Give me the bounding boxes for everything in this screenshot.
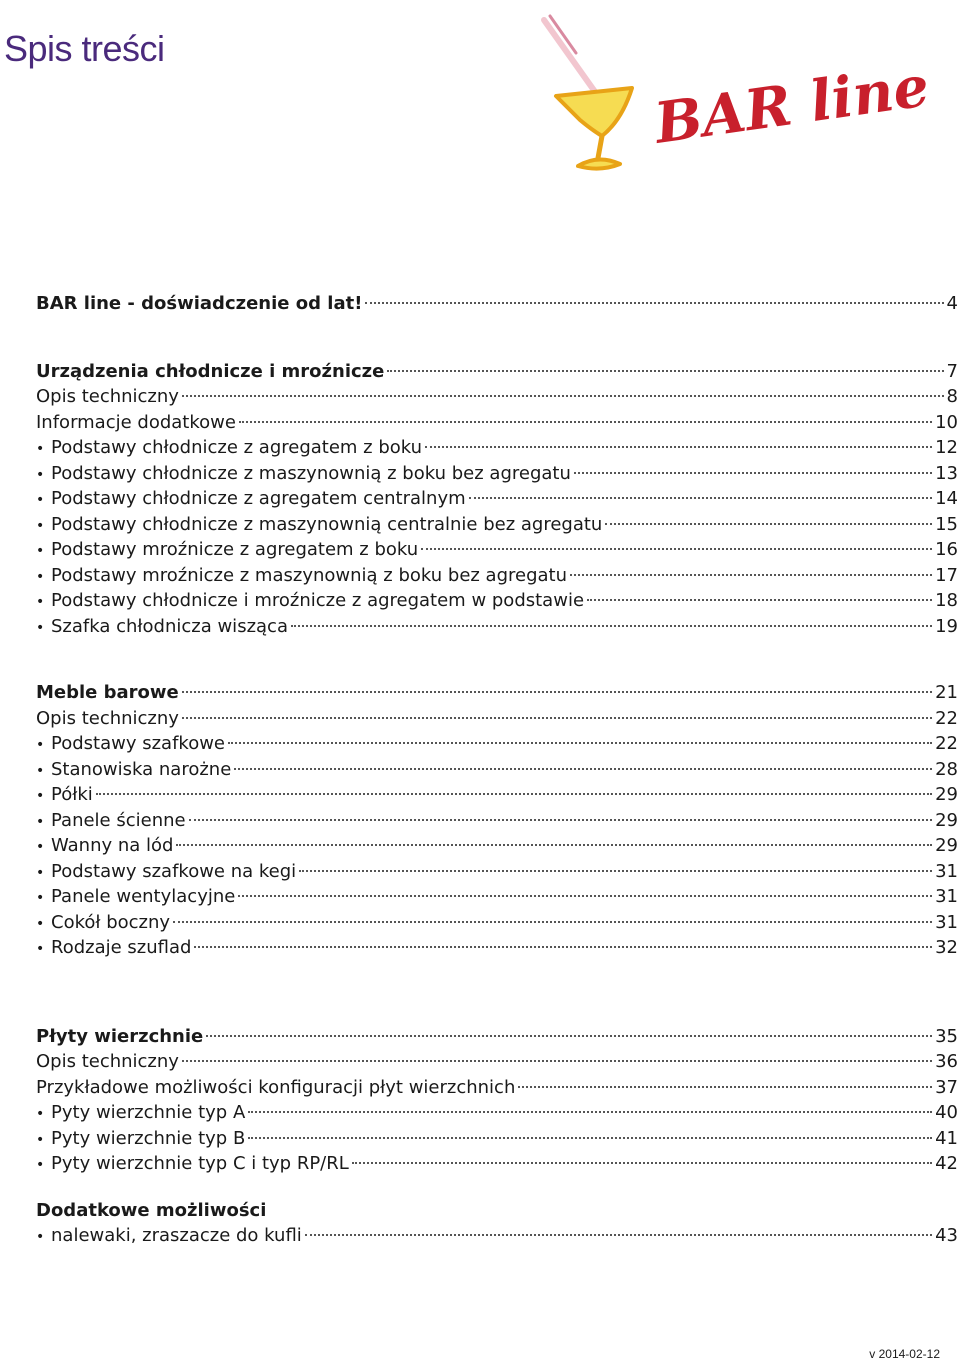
toc-page-number: 35: [935, 1025, 958, 1047]
toc-heading-furniture[interactable]: [36, 680, 958, 706]
toc-entry[interactable]: [36, 884, 958, 910]
toc-entry[interactable]: [36, 435, 958, 461]
toc-page-number: 31: [935, 911, 958, 933]
toc-entry-label: Panele ścienne: [51, 809, 186, 831]
dot-leader: [189, 819, 932, 821]
toc-entry[interactable]: [36, 563, 958, 589]
version-label: v 2014-02-12: [869, 1347, 940, 1361]
dot-leader: [206, 1035, 932, 1037]
bullet-icon: •: [36, 466, 45, 483]
dot-leader: [365, 302, 943, 304]
toc-entry-label: BAR line - doświadczenie od lat!: [36, 293, 363, 314]
dot-leader: [469, 497, 932, 499]
toc-page-number: 29: [935, 835, 958, 856]
dot-leader: [605, 523, 932, 525]
toc-entry-label: Cokół boczny: [51, 911, 171, 933]
dot-leader: [425, 446, 932, 448]
dot-leader: [570, 574, 932, 576]
dot-leader: [238, 895, 932, 897]
toc-page-number: 22: [935, 707, 958, 729]
toc-page-number: 22: [935, 733, 958, 754]
toc-entry[interactable]: [36, 537, 958, 563]
bullet-icon: •: [36, 737, 45, 753]
bullet-icon: •: [36, 1106, 45, 1122]
bullet-icon: •: [36, 915, 45, 932]
toc-entry[interactable]: [36, 706, 958, 732]
toc-heading-extras[interactable]: [36, 1198, 958, 1224]
toc-page-number: 21: [935, 682, 958, 703]
toc-entry-label: Podstawy mroźnicze z maszynownią z boku bez agregatu: [51, 564, 568, 586]
toc-entry-label: Panele wentylacyjne: [51, 886, 236, 907]
toc-entry-label: Wanny na lód: [51, 835, 174, 856]
dot-leader: [182, 691, 932, 693]
toc-entry-label: Pyty wierzchnie typ A: [51, 1102, 246, 1123]
dot-leader: [194, 946, 932, 948]
bullet-icon: •: [36, 543, 45, 559]
toc-entry-label: Podstawy szafkowe: [51, 733, 225, 754]
toc-entry-label: Pyty wierzchnie typ C i typ RP/RL: [51, 1153, 349, 1174]
toc-entry-label: Informacje dodatkowe: [36, 411, 236, 433]
toc-entry-label: Podstawy chłodnicze i mroźnicze z agregatem w podstawie: [51, 590, 585, 611]
toc-entry-label: Podstawy chłodnicze z agregatem centralnym: [51, 488, 466, 509]
toc-entry[interactable]: [36, 859, 958, 885]
toc-page-number: 43: [935, 1225, 958, 1246]
toc-entry[interactable]: [36, 935, 958, 961]
toc-page-number: 42: [935, 1153, 958, 1174]
toc-entry-label: Rodzaje szuflad: [51, 937, 192, 958]
toc-page-number: 14: [935, 488, 958, 509]
toc-entry-label: Podstawy chłodnicze z maszynownią z boku bez agregatu: [51, 462, 571, 484]
bullet-icon: •: [36, 1131, 45, 1148]
toc-page-number: 36: [935, 1051, 958, 1072]
dot-leader: [182, 395, 944, 397]
toc-entry[interactable]: [36, 486, 958, 512]
dot-leader: [239, 421, 932, 423]
bullet-icon: •: [36, 839, 45, 855]
page-title: Spis treści: [4, 28, 165, 69]
toc-entry-label: Podstawy szafkowe na kegi: [51, 860, 297, 882]
toc-entry[interactable]: [36, 1126, 958, 1152]
dot-leader: [182, 717, 932, 719]
dot-leader: [173, 921, 932, 923]
toc-heading-tops[interactable]: [36, 1024, 958, 1050]
toc-entry[interactable]: [36, 731, 958, 757]
dot-leader: [182, 1060, 932, 1062]
toc-entry-label: Pyty wierzchnie typ B: [51, 1127, 246, 1149]
toc-page-number: 40: [935, 1102, 958, 1123]
toc-page-number: 10: [935, 411, 958, 433]
dot-leader: [228, 742, 932, 744]
dot-leader: [587, 599, 932, 601]
toc-page-number: 32: [935, 937, 958, 958]
bullet-icon: •: [36, 492, 45, 508]
toc-entry[interactable]: [36, 1223, 958, 1249]
bullet-icon: •: [36, 441, 45, 457]
toc-entry[interactable]: [36, 384, 958, 410]
toc-entry[interactable]: [36, 614, 958, 640]
bullet-icon: •: [36, 890, 45, 906]
toc-page-number: 29: [935, 809, 958, 831]
toc-entry[interactable]: [36, 808, 958, 834]
toc-entry-label: Przykładowe możliwości konfiguracji płyt wierzchnich: [36, 1076, 516, 1098]
toc-entry-label: Szafka chłodnicza wisząca: [51, 615, 288, 637]
bullet-icon: •: [36, 517, 45, 534]
toc-page-number: 15: [935, 513, 958, 535]
dot-leader: [574, 472, 932, 474]
dot-leader: [234, 768, 932, 770]
dot-leader: [176, 844, 932, 846]
toc-page-number: 41: [935, 1127, 958, 1149]
bullet-icon: •: [36, 941, 45, 957]
toc-page-number: 37: [935, 1076, 958, 1098]
table-of-contents: [36, 291, 958, 1249]
bullet-icon: •: [36, 1229, 45, 1245]
toc-page-number: 8: [946, 386, 958, 407]
toc-extras-section: [36, 1198, 958, 1249]
bullet-icon: •: [36, 813, 45, 830]
toc-heading-label: Płyty wierzchnie: [36, 1025, 204, 1047]
toc-page-number: 13: [935, 462, 958, 484]
bullet-icon: •: [36, 568, 45, 585]
toc-entry[interactable]: [36, 1100, 958, 1126]
toc-heading-label: Urządzenia chłodnicze i mroźnicze: [36, 360, 385, 382]
toc-entry-label: Opis techniczny: [36, 386, 179, 407]
dot-leader: [387, 370, 943, 372]
toc-entry[interactable]: [36, 588, 958, 614]
toc-page-number: 17: [935, 564, 958, 586]
toc-entry[interactable]: [36, 910, 958, 936]
toc-tops-section: [36, 1024, 958, 1177]
toc-entry-label: Półki: [51, 784, 93, 805]
toc-page-number: 18: [935, 590, 958, 611]
bullet-icon: •: [36, 762, 45, 779]
dot-leader: [96, 793, 932, 795]
toc-page-number: 19: [935, 615, 958, 637]
toc-page-number: 12: [935, 437, 958, 458]
dot-leader: [352, 1162, 932, 1164]
toc-page-number: 28: [935, 758, 958, 780]
dot-leader: [248, 1111, 932, 1113]
toc-entry[interactable]: [36, 1151, 958, 1177]
bar-line-logo: [536, 8, 933, 198]
toc-page-number: 31: [935, 886, 958, 907]
bullet-icon: •: [36, 619, 45, 636]
toc-entry[interactable]: [36, 1075, 958, 1101]
toc-intro-section: [36, 291, 958, 317]
toc-entry[interactable]: [36, 757, 958, 783]
dot-leader: [421, 548, 932, 550]
toc-cooling-section: [36, 359, 958, 640]
dot-leader: [291, 625, 932, 627]
toc-entry-label: Podstawy chłodnicze z agregatem z boku: [51, 437, 423, 458]
toc-entry-label: Podstawy mroźnicze z agregatem z boku: [51, 539, 419, 560]
toc-entry[interactable]: [36, 512, 958, 538]
bullet-icon: •: [36, 594, 45, 610]
toc-entry-label: Stanowiska narożne: [51, 758, 232, 780]
toc-furniture-section: [36, 680, 958, 961]
toc-page-number: 16: [935, 539, 958, 560]
toc-heading-label: Meble barowe: [36, 682, 179, 703]
dot-leader: [248, 1137, 932, 1139]
toc-entry-label: Opis techniczny: [36, 707, 179, 729]
dot-leader: [299, 870, 932, 872]
logo-text: BAR line: [650, 53, 933, 157]
toc-page-number: 29: [935, 784, 958, 805]
toc-entry[interactable]: [36, 833, 958, 859]
toc-entry[interactable]: [36, 410, 958, 436]
toc-heading-label: Dodatkowe możliwości: [36, 1199, 267, 1221]
toc-page-number: 7: [946, 360, 958, 382]
toc-entry-label: Podstawy chłodnicze z maszynownią centralnie bez agregatu: [51, 513, 603, 535]
toc-entry[interactable]: [36, 461, 958, 487]
toc-page-number: 31: [935, 860, 958, 882]
toc-entry-label: Opis techniczny: [36, 1051, 179, 1072]
toc-entry[interactable]: [36, 1049, 958, 1075]
bullet-icon: •: [36, 864, 45, 881]
toc-heading-cooling[interactable]: [36, 359, 958, 385]
bullet-icon: •: [36, 1157, 45, 1173]
toc-page-number: 4: [946, 293, 958, 314]
toc-entry[interactable]: [36, 782, 958, 808]
dot-leader: [305, 1234, 932, 1236]
bullet-icon: •: [36, 788, 45, 804]
toc-entry-intro[interactable]: [36, 291, 958, 317]
toc-entry-label: nalewaki, zraszacze do kufli: [51, 1225, 302, 1246]
dot-leader: [518, 1086, 932, 1088]
